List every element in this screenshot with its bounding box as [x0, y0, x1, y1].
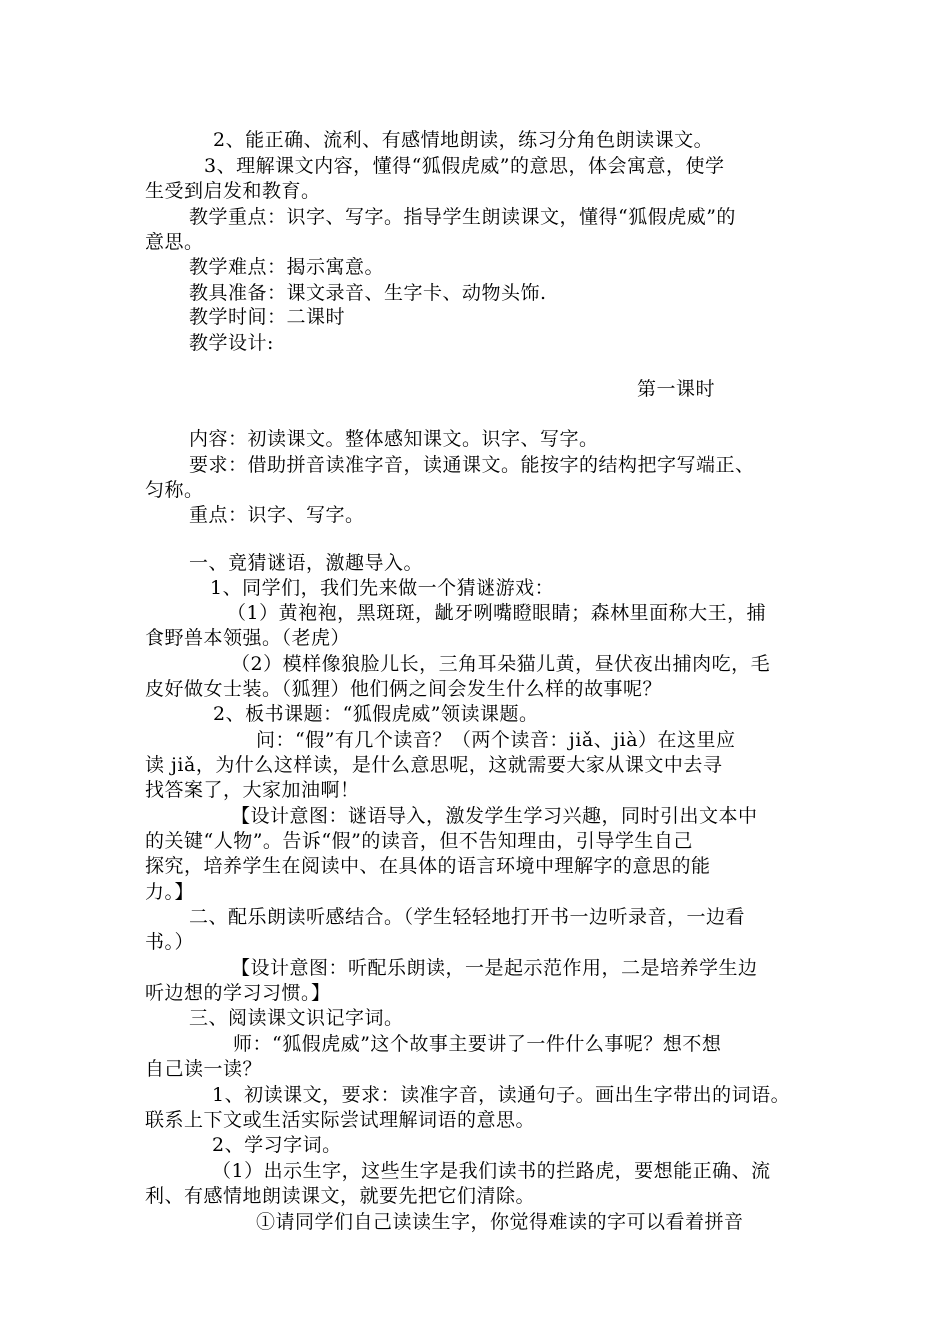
design-intent-2-line1: 【设计意图：听配乐朗读，一是起示范作用，二是培养学生边 [231, 957, 758, 979]
lesson-requirement-line1: 要求：借助拼音读准字音，读通课文。能按字的结构把字写端正、 [189, 454, 755, 476]
riddle-1-line2: 食野兽本领强。（老虎） [145, 627, 351, 649]
section-3-item-1-line1: 1、初读课文，要求：读准字音，读通句子。画出生字带出的词语。 [212, 1084, 791, 1106]
section-1-title: 一、竟猜谜语，激趣导入。 [189, 552, 424, 574]
section-2-line2: 书。） [145, 931, 195, 953]
riddle-2-line2: 皮好做女士装。（狐狸）他们俩之间会发生什么样的故事呢？ [145, 678, 663, 700]
section-2-line1: 二、配乐朗读听感结合。（学生轻轻地打开书一边听录音，一边看 [189, 906, 746, 928]
section-3-item-1-line2: 联系上下文或生活实际尝试理解词语的意思。 [145, 1109, 536, 1131]
teaching-difficulty: 教学难点：揭示寓意。 [189, 256, 385, 278]
design-intent-1-line2: 的关键“人物”。告诉“假”的读音，但不告知理由，引导学生自己 [145, 830, 693, 852]
riddle-2-line1: （2）模样像狼脸儿长，三角耳朵猫儿黄，昼伏夜出捕肉吃，毛 [231, 653, 771, 675]
design-intent-1-line4: 力。】 [145, 881, 195, 903]
riddle-1-line1: （1）黄袍袍，黑斑斑，龇牙咧嘴瞪眼睛；森林里面称大王，捕 [227, 602, 767, 624]
lesson-title: 第一课时 [637, 378, 716, 400]
section-1-item-2: 2、板书课题：“狐假虎威”领读课题。 [213, 703, 539, 725]
section-3-sub-1-line2: 利、有感情地朗读课文，就要先把它们清除。 [145, 1185, 536, 1207]
objective-3-line1: 3、理解课文内容，懂得“狐假虎威”的意思，体会寓意，使学 [204, 155, 725, 177]
objective-2: 2、能正确、流利、有感情地朗读，练习分角色朗读课文。 [213, 129, 714, 151]
section-3-sub-1-line1: （1）出示生字，这些生字是我们读书的拦路虎，要想能正确、流 [212, 1160, 771, 1182]
design-intent-1-line1: 【设计意图：谜语导入，激发学生学习兴趣，同时引出文本中 [231, 805, 758, 827]
lesson-content: 内容：初读课文。整体感知课文。识字、写字。 [189, 428, 599, 450]
teaching-time: 教学时间：二课时 [189, 306, 346, 328]
key-points-line1: 教学重点：识字、写字。指导学生朗读课文，懂得“狐假虎威”的 [189, 206, 736, 228]
teaching-design: 教学设计: [189, 332, 274, 354]
design-intent-1-line3: 探究，培养学生在阅读中、在具体的语言环境中理解字的意思的能 [145, 855, 711, 877]
teaching-materials: 教具准备：课文录音、生字卡、动物头饰. [189, 282, 547, 304]
section-3-item-2: 2、学习字词。 [212, 1134, 342, 1156]
section-1-item-1: 1、同学们，我们先来做一个猜谜游戏： [210, 577, 555, 599]
design-intent-2-line2: 听边想的学习习惯。】 [145, 982, 331, 1004]
objective-3-line2: 生受到启发和教育。 [145, 180, 321, 202]
lesson-requirement-line2: 匀称。 [145, 479, 204, 501]
teacher-line2: 自己读一读？ [145, 1058, 263, 1080]
section-3-title: 三、阅读课文识记字词。 [189, 1007, 404, 1029]
section-3-circle-1: ①请同学们自己读读生字，你觉得难读的字可以看着拼音 [256, 1211, 744, 1233]
lesson-focus: 重点：识字、写字。 [189, 504, 365, 526]
teacher-line1: 师：“狐假虎威”这个故事主要讲了一件什么事呢？想不想 [233, 1033, 722, 1055]
key-points-line2: 意思。 [145, 231, 204, 253]
question-line2: 读 jiǎ，为什么这样读，是什么意思呢，这就需要大家从课文中去寻 [145, 754, 723, 776]
question-line1: 问：“假”有几个读音？（两个读音：jiǎ、jià）在这里应 [256, 729, 736, 751]
question-line3: 找答案了，大家加油啊！ [145, 779, 360, 801]
